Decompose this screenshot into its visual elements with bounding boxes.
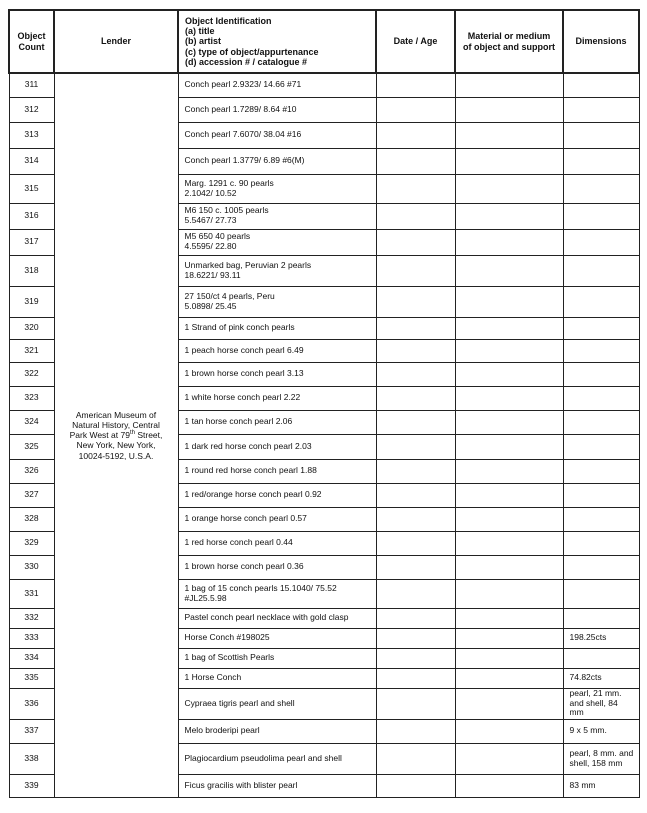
dimensions-cell [563, 719, 639, 743]
object-identification-cell [178, 483, 376, 507]
date-age-cell [376, 122, 455, 148]
identification-line: #JL25.5.98 [184, 592, 227, 603]
dimensions-line: and shell, 84 [569, 697, 618, 708]
identification-line: Cypraea tigris pearl and shell [184, 697, 295, 708]
object-count-cell: 337 [9, 719, 54, 743]
date-age-cell [376, 174, 455, 203]
date-age-cell [376, 688, 455, 719]
identification-line: 1 tan horse conch pearl 2.06 [184, 416, 293, 427]
material-cell [455, 608, 563, 628]
material-cell [455, 410, 563, 434]
date-age-cell [376, 339, 455, 362]
lender-line: 10024-5192, U.S.A. [78, 450, 154, 461]
header-material: Material or medium of object and support [455, 10, 563, 73]
material-cell [455, 386, 563, 410]
date-age-cell [376, 507, 455, 531]
object-identification-cell [178, 410, 376, 434]
object-count-cell: 319 [9, 286, 54, 317]
lender-line: New York, New York, [76, 440, 156, 451]
material-cell [455, 459, 563, 483]
identification-line: 1 peach horse conch pearl 6.49 [184, 344, 304, 355]
identification-line: 18.6221/ 93.11 [184, 269, 241, 280]
object-identification-cell [178, 317, 376, 339]
object-count-cell: 316 [9, 203, 54, 229]
object-identification-cell [178, 608, 376, 628]
object-identification-cell [178, 507, 376, 531]
object-count-cell: 311 [9, 73, 54, 97]
material-cell [455, 97, 563, 122]
identification-line: Marg. 1291 c. 90 pearls [184, 177, 274, 188]
object-identification-cell [178, 743, 376, 774]
dimensions-cell [563, 579, 639, 608]
object-identification-cell [178, 579, 376, 608]
date-age-cell [376, 317, 455, 339]
identification-line: 1 white horse conch pearl 2.22 [184, 392, 301, 403]
object-identification-cell [178, 459, 376, 483]
object-identification-cell [178, 339, 376, 362]
date-age-cell [376, 434, 455, 459]
object-count-cell: 313 [9, 122, 54, 148]
dimensions-line: 74.82cts [569, 672, 602, 683]
material-cell [455, 203, 563, 229]
object-table [8, 9, 640, 798]
date-age-cell [376, 483, 455, 507]
identification-line: 1 bag of Scottish Pearls [184, 652, 275, 663]
material-cell [455, 628, 563, 648]
material-cell [455, 317, 563, 339]
object-identification-cell [178, 174, 376, 203]
identification-line: 1 brown horse conch pearl 0.36 [184, 561, 304, 572]
identification-line: Unmarked bag, Peruvian 2 pearls [184, 259, 312, 270]
object-count-cell: 320 [9, 317, 54, 339]
object-count-cell: 315 [9, 174, 54, 203]
identification-line: Pastel conch pearl necklace with gold clasp [184, 612, 349, 623]
material-cell [455, 531, 563, 555]
dimensions-cell [563, 339, 639, 362]
object-count-cell: 331 [9, 579, 54, 608]
object-count-cell: 312 [9, 97, 54, 122]
date-age-cell [376, 743, 455, 774]
dimensions-line: pearl, 21 mm. [569, 687, 622, 698]
header-object-count: Object Count [9, 10, 54, 73]
object-identification-cell [178, 73, 376, 97]
date-age-cell [376, 362, 455, 386]
lender-line: Park West at 79th Street, [69, 430, 163, 441]
dimensions-line: shell, 158 mm [569, 757, 623, 768]
identification-line: Ficus gracilis with blister pearl [184, 779, 298, 790]
date-age-cell [376, 73, 455, 97]
object-count-cell: 321 [9, 339, 54, 362]
identification-line: 1 orange horse conch pearl 0.57 [184, 513, 307, 524]
identification-line: Conch pearl 2.9323/ 14.66 #71 [184, 79, 302, 90]
dimensions-cell [563, 507, 639, 531]
object-count-cell: 336 [9, 688, 54, 719]
dimensions-cell [563, 410, 639, 434]
header-row [9, 10, 639, 73]
identification-line: 1 red horse conch pearl 0.44 [184, 537, 293, 548]
table-body [9, 73, 639, 797]
material-cell [455, 774, 563, 797]
object-count-cell: 314 [9, 148, 54, 174]
object-identification-cell [178, 362, 376, 386]
object-count-cell: 322 [9, 362, 54, 386]
dimensions-cell [563, 434, 639, 459]
material-cell [455, 719, 563, 743]
date-age-cell [376, 148, 455, 174]
date-age-cell [376, 286, 455, 317]
dimensions-line: 83 mm [569, 779, 596, 790]
material-cell [455, 688, 563, 719]
date-age-cell [376, 386, 455, 410]
header-date-age: Date / Age [376, 10, 455, 73]
material-cell [455, 668, 563, 688]
object-count-cell: 318 [9, 255, 54, 286]
dimensions-cell [563, 483, 639, 507]
object-count-cell: 329 [9, 531, 54, 555]
material-cell [455, 362, 563, 386]
dimensions-cell [563, 555, 639, 579]
object-count-cell: 327 [9, 483, 54, 507]
material-cell [455, 648, 563, 668]
object-identification-cell [178, 203, 376, 229]
object-identification-cell [178, 688, 376, 719]
material-cell [455, 174, 563, 203]
identification-line: 5.5467/ 27.73 [184, 215, 237, 225]
dimensions-cell [563, 608, 639, 628]
object-identification-cell [178, 434, 376, 459]
material-cell [455, 434, 563, 459]
date-age-cell [376, 203, 455, 229]
object-identification-cell [178, 148, 376, 174]
date-age-cell [376, 555, 455, 579]
material-cell [455, 255, 563, 286]
identification-line: 1 red/orange horse conch pearl 0.92 [184, 489, 322, 500]
dimensions-line: mm [569, 707, 584, 718]
dimensions-cell [563, 317, 639, 339]
material-cell [455, 743, 563, 774]
header-object-identification: Object Identification (a) title (b) artist (c) type of object/appurtenance (d) accession # / catalogue # [178, 10, 376, 73]
material-cell [455, 148, 563, 174]
object-identification-cell [178, 122, 376, 148]
dimensions-cell [563, 97, 639, 122]
dimensions-cell [563, 386, 639, 410]
object-identification-cell [178, 628, 376, 648]
date-age-cell [376, 628, 455, 648]
identification-line: Conch pearl 1.3779/ 6.89 #6(M) [184, 155, 305, 166]
dimensions-cell [563, 668, 639, 688]
dimensions-cell [563, 362, 639, 386]
header-dimensions: Dimensions [563, 10, 639, 73]
object-identification-cell [178, 774, 376, 797]
identification-line: 1 dark red horse conch pearl 2.03 [184, 440, 312, 451]
dimensions-cell [563, 688, 639, 719]
object-count-cell: 323 [9, 386, 54, 410]
header-lender: Lender [54, 10, 178, 73]
object-count-cell: 338 [9, 743, 54, 774]
dimensions-cell [563, 774, 639, 797]
material-cell [455, 286, 563, 317]
dimensions-cell [563, 648, 639, 668]
dimensions-cell [563, 174, 639, 203]
date-age-cell [376, 774, 455, 797]
material-cell [455, 122, 563, 148]
dimensions-cell [563, 122, 639, 148]
object-identification-cell [178, 97, 376, 122]
dimensions-cell [563, 203, 639, 229]
identification-line: 2.1042/ 10.52 [184, 187, 237, 198]
object-identification-cell [178, 555, 376, 579]
lender-line: Natural History, Central [72, 419, 160, 430]
identification-line: 1 Horse Conch [184, 672, 242, 683]
object-identification-cell [178, 386, 376, 410]
material-cell [455, 73, 563, 97]
object-identification-cell [178, 531, 376, 555]
object-count-cell: 317 [9, 229, 54, 255]
identification-line: Melo broderipi pearl [184, 725, 260, 736]
object-count-cell: 326 [9, 459, 54, 483]
date-age-cell [376, 459, 455, 483]
object-count-cell: 332 [9, 608, 54, 628]
identification-line: 1 bag of 15 conch pearls 15.1040/ 75.52 [184, 582, 337, 593]
date-age-cell [376, 608, 455, 628]
identification-line: 1 round red horse conch pearl 1.88 [184, 465, 317, 476]
material-cell [455, 483, 563, 507]
date-age-cell [376, 97, 455, 122]
object-identification-cell [178, 668, 376, 688]
material-cell [455, 229, 563, 255]
identification-line: Conch pearl 1.7289/ 8.64 #10 [184, 103, 297, 114]
object-identification-cell [178, 255, 376, 286]
dimensions-line: 9 x 5 mm. [569, 725, 607, 736]
material-cell [455, 507, 563, 531]
material-cell [455, 555, 563, 579]
dimensions-cell [563, 255, 639, 286]
dimensions-cell [563, 743, 639, 774]
material-cell [455, 579, 563, 608]
object-count-cell: 325 [9, 434, 54, 459]
date-age-cell [376, 648, 455, 668]
identification-line: M5 650 40 pearls [184, 231, 251, 242]
object-count-cell: 335 [9, 668, 54, 688]
dimensions-cell [563, 628, 639, 648]
identification-line: M6 150 c. 1005 pearls [184, 205, 269, 216]
date-age-cell [376, 255, 455, 286]
object-identification-cell [178, 719, 376, 743]
dimensions-line: pearl, 8 mm. and [569, 747, 634, 758]
lender-line: American Museum of [75, 409, 157, 420]
object-identification-cell [178, 229, 376, 255]
date-age-cell [376, 229, 455, 255]
lender-cell [54, 73, 178, 797]
date-age-cell [376, 579, 455, 608]
object-count-cell: 324 [9, 410, 54, 434]
dimensions-cell [563, 531, 639, 555]
object-count-cell: 333 [9, 628, 54, 648]
object-identification-cell [178, 648, 376, 668]
dimensions-cell [563, 459, 639, 483]
object-count-cell: 328 [9, 507, 54, 531]
dimensions-cell [563, 229, 639, 255]
object-count-cell: 334 [9, 648, 54, 668]
identification-line: 1 brown horse conch pearl 3.13 [184, 368, 304, 379]
object-identification-cell [178, 286, 376, 317]
identification-line: 5.0898/ 25.45 [184, 300, 237, 311]
dimensions-line: 198.25cts [569, 632, 607, 643]
object-count-cell: 330 [9, 555, 54, 579]
identification-line: 4.5595/ 22.80 [184, 241, 237, 251]
identification-line: 27 150/ct 4 pearls, Peru [184, 290, 275, 301]
dimensions-cell [563, 148, 639, 174]
dimensions-cell [563, 286, 639, 317]
table-row [9, 73, 639, 97]
identification-line: 1 Strand of pink conch pearls [184, 322, 295, 333]
material-cell [455, 339, 563, 362]
date-age-cell [376, 531, 455, 555]
identification-line: Conch pearl 7.6070/ 38.04 #16 [184, 129, 302, 140]
dimensions-cell [563, 73, 639, 97]
date-age-cell [376, 410, 455, 434]
object-count-cell: 339 [9, 774, 54, 797]
date-age-cell [376, 719, 455, 743]
date-age-cell [376, 668, 455, 688]
identification-line: Plagiocardium pseudolima pearl and shell [184, 752, 342, 763]
identification-line: Horse Conch #198025 [184, 632, 270, 643]
